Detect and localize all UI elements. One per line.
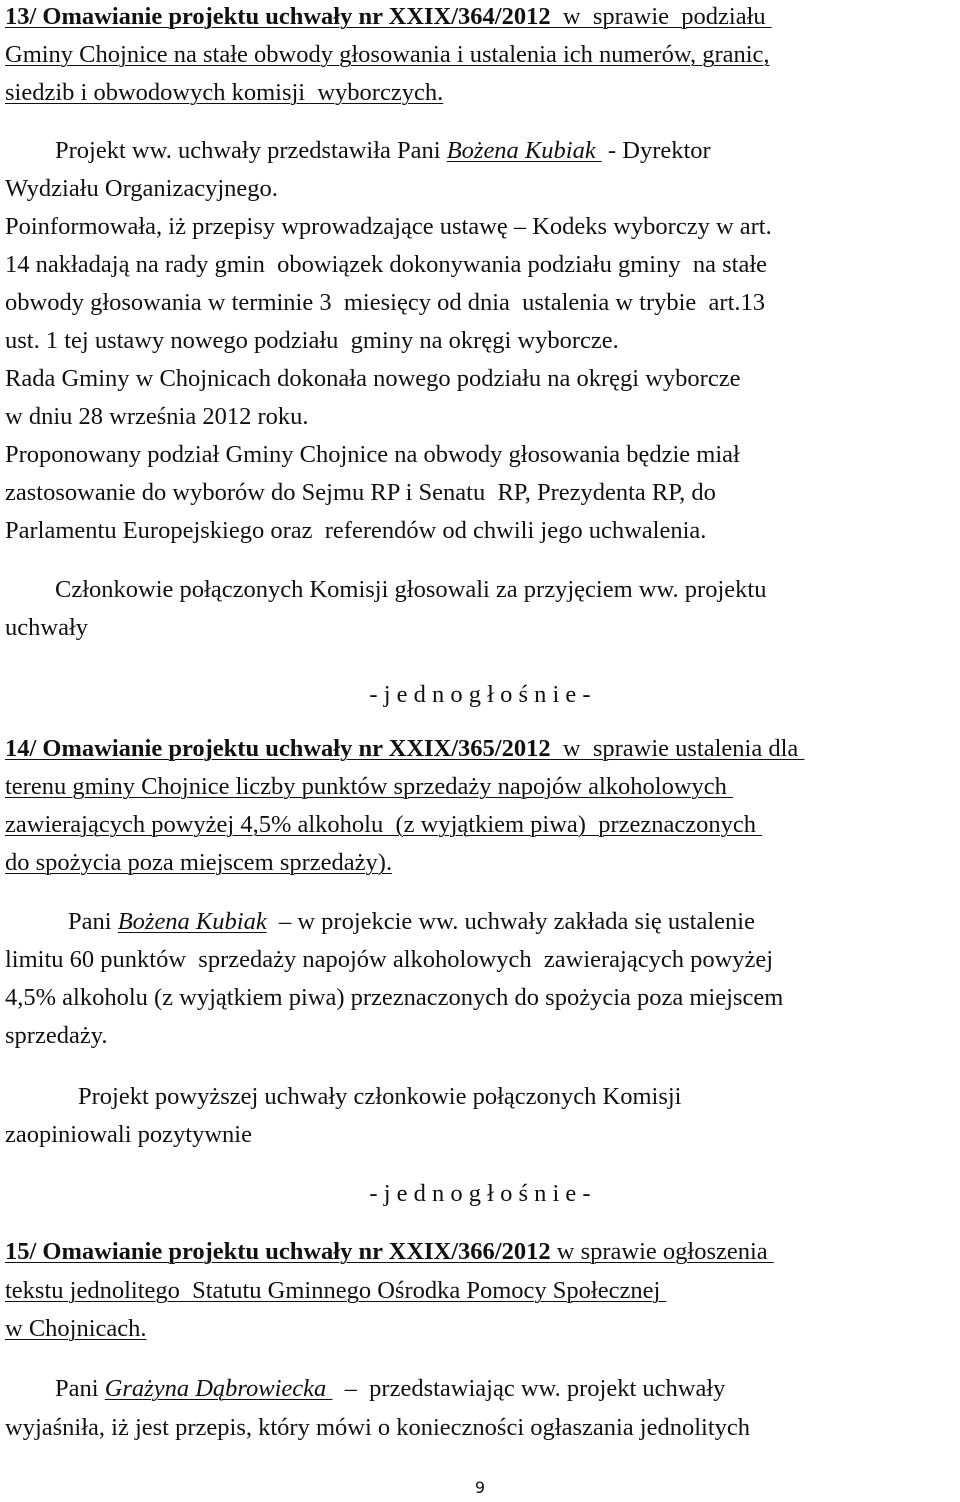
s13-para-line-9: Proponowany podział Gminy Chojnice na obwody głosowania będzie miał xyxy=(5,441,740,468)
s13-para-line-8: w dniu 28 września 2012 roku. xyxy=(5,403,309,430)
s14-para-line-4: sprzedaży. xyxy=(5,1022,108,1049)
s13-para-line-11: Parlamentu Europejskiego oraz referendów od chwili jego uchwalenia. xyxy=(5,517,707,544)
s15-heading-line-2: tekstu jednolitego Statutu Gminnego Ośrodka Pomocy Społecznej xyxy=(5,1277,667,1304)
s14-vote-result: - j e d n o g ł o ś n i e - xyxy=(369,1180,591,1207)
s13-heading-line-1 xyxy=(5,2,772,32)
s13-para-text: - Dyrektor xyxy=(601,137,711,164)
s14-para-line-2: limitu 60 punktów sprzedaży napojów alkoholowych zawierających powyżej xyxy=(5,946,774,973)
s15-heading-title: 15/ Omawianie projektu uchwały nr XXIX/366/2012 xyxy=(5,1238,551,1265)
s15-para-text: – przedstawiając ww. projekt uchwały xyxy=(332,1375,726,1402)
s13-para-line-1 xyxy=(55,136,711,166)
s13-heading-subject: w sprawie podziału xyxy=(550,3,772,30)
s14-para-text: – w projekcie ww. uchwały zakłada się ustalenie xyxy=(266,908,755,935)
s15-presenter-name: Grażyna Dąbrowiecka xyxy=(104,1375,333,1402)
s14-vote-line-2: zaopiniowali pozytywnie xyxy=(5,1121,252,1148)
s13-heading-line-3: siedzib i obwodowych komisji wyborczych. xyxy=(5,79,444,106)
s14-para-line-3: 4,5% alkoholu (z wyjątkiem piwa) przeznaczonych do spożycia poza miejscem xyxy=(5,984,784,1011)
s13-heading-line-2: Gminy Chojnice na stałe obwody głosowania i ustalenia ich numerów, granic, xyxy=(5,41,770,68)
s13-para-line-7: Rada Gminy w Chojnicach dokonała nowego podziału na okręgi wyborcze xyxy=(5,365,741,392)
s14-vote-line-1: Projekt powyższej uchwały członkowie połączonych Komisji xyxy=(78,1083,682,1110)
s15-para-line-1 xyxy=(55,1374,725,1404)
s14-heading-title: 14/ Omawianie projektu uchwały nr XXIX/365/2012 xyxy=(5,735,551,762)
s15-heading-line-3: w Chojnicach. xyxy=(5,1315,147,1342)
s13-para-line-10: zastosowanie do wyborów do Sejmu RP i Senatu RP, Prezydenta RP, do xyxy=(5,479,716,506)
s13-para-line-2: Wydziału Organizacyjnego. xyxy=(5,175,278,202)
s13-vote-line-1: Członkowie połączonych Komisji głosowali za przyjęciem ww. projektu xyxy=(55,576,767,603)
s13-para-text: Projekt ww. uchwały przedstawiła Pani xyxy=(55,137,447,164)
s14-para-line-1 xyxy=(68,907,755,937)
s13-para-line-3: Poinformowała, iż przepisy wprowadzające ustawę – Kodeks wyborczy w art. xyxy=(5,213,772,240)
s13-para-line-5: obwody głosowania w terminie 3 miesięcy od dnia ustalenia w trybie art.13 xyxy=(5,289,766,316)
s13-para-line-4: 14 nakładają na rady gmin obowiązek dokonywania podziału gminy na stałe xyxy=(5,251,768,278)
s14-heading-line-3: zawierających powyżej 4,5% alkoholu (z wyjątkiem piwa) przeznaczonych xyxy=(5,811,763,838)
s15-para-line-2: wyjaśniła, iż jest przepis, który mówi o konieczności ogłaszania jednolitych xyxy=(5,1414,751,1441)
s14-heading-subject: w sprawie ustalenia dla xyxy=(550,735,805,762)
s15-heading-line-1 xyxy=(5,1237,774,1267)
s13-heading-title: 13/ Omawianie projektu uchwały nr XXIX/364/2012 xyxy=(5,3,551,30)
s13-vote-line-2: uchwały xyxy=(5,614,88,641)
s14-heading-line-1 xyxy=(5,734,804,764)
s15-heading-subject: w sprawie ogłoszenia xyxy=(550,1238,774,1265)
s14-heading-line-4: do spożycia poza miejscem sprzedaży). xyxy=(5,849,393,876)
s13-para-line-6: ust. 1 tej ustawy nowego podziału gminy na okręgi wyborcze. xyxy=(5,327,619,354)
s13-presenter-name: Bożena Kubiak xyxy=(446,137,602,164)
s14-presenter-name: Bożena Kubiak xyxy=(117,908,267,935)
s15-para-text: Pani xyxy=(55,1375,105,1402)
s14-para-text: Pani xyxy=(68,908,118,935)
s13-vote-result: - j e d n o g ł o ś n i e - xyxy=(369,681,591,708)
page-number: 9 xyxy=(474,1478,486,1497)
s14-heading-line-2: terenu gminy Chojnice liczby punktów sprzedaży napojów alkoholowych xyxy=(5,773,734,800)
